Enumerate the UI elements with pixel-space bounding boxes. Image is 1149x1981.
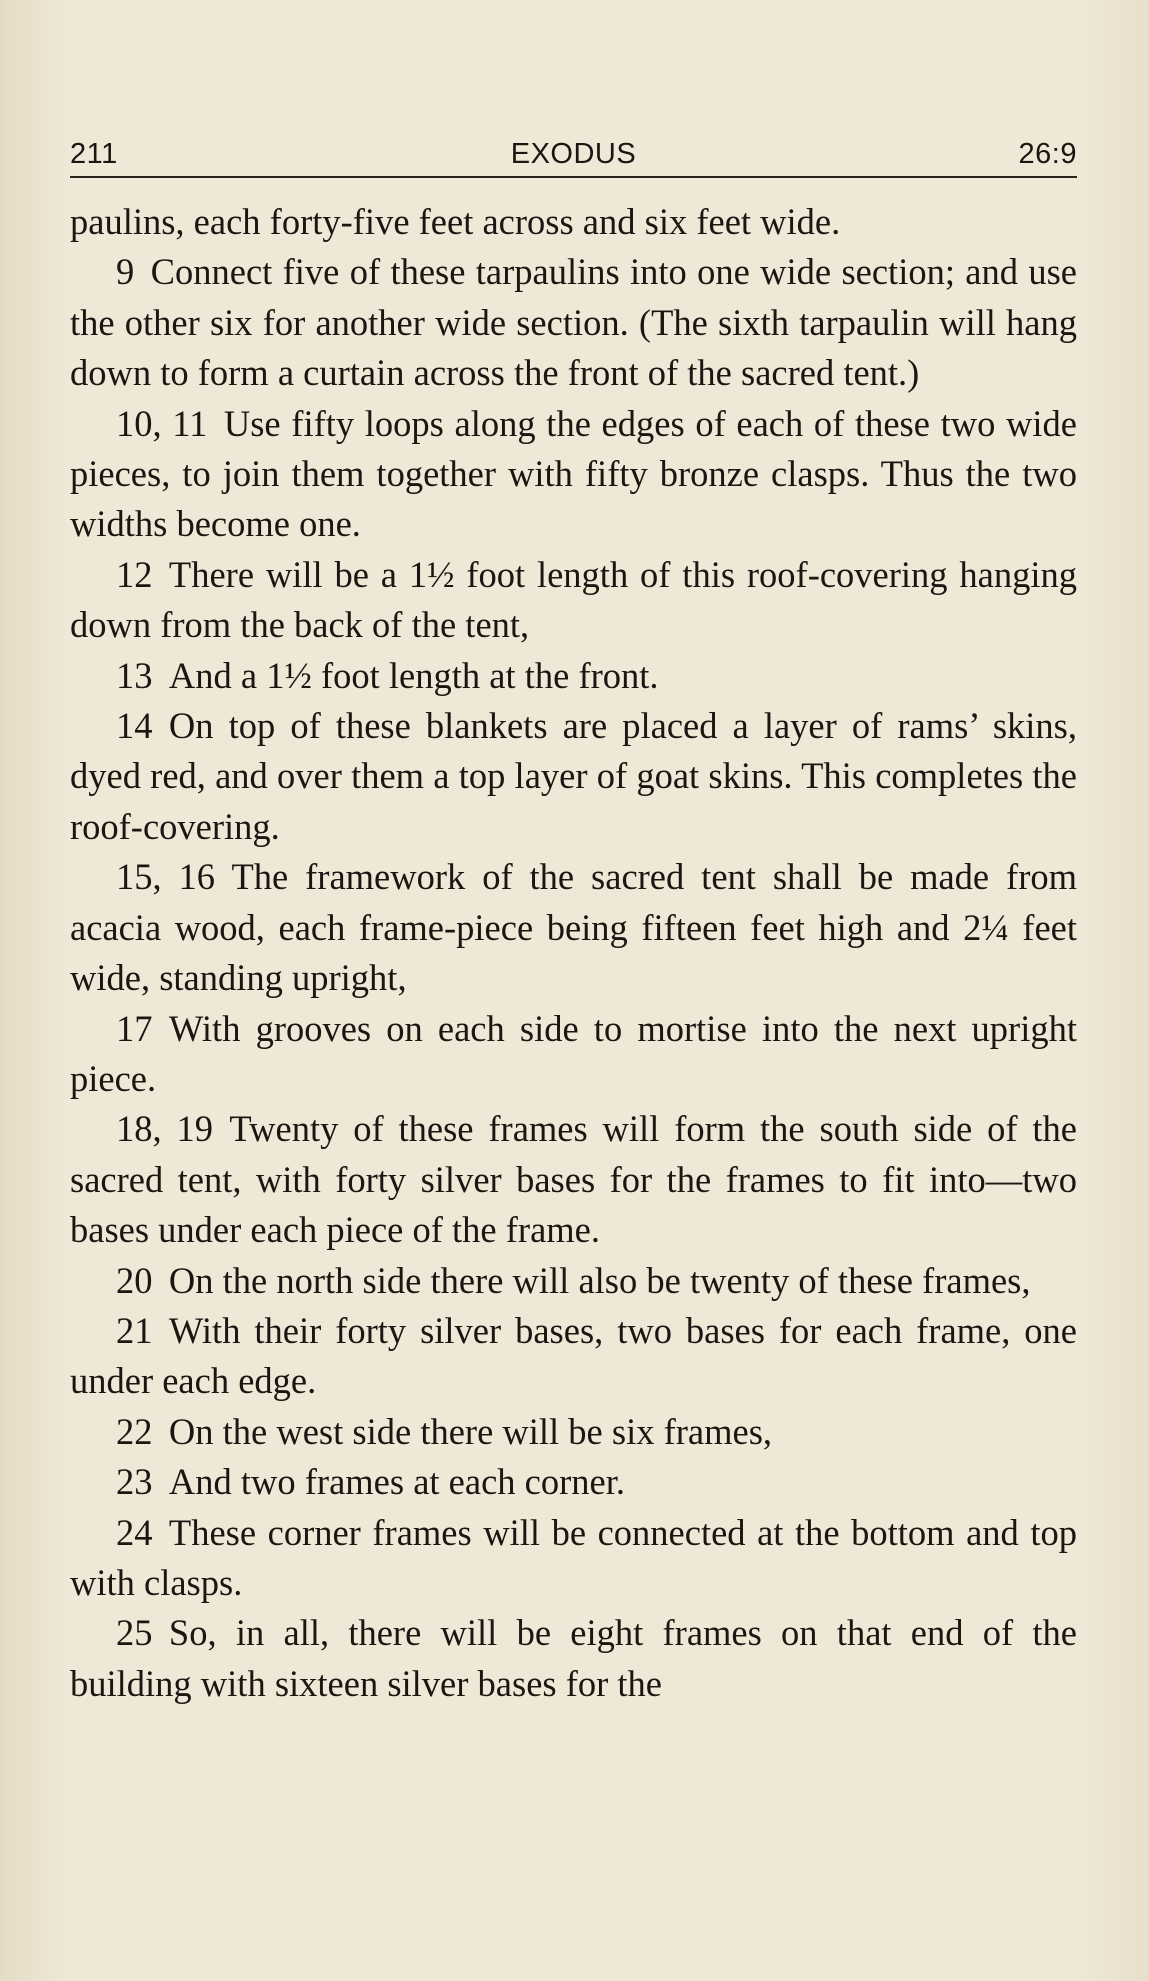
paragraph-text: paulins, each forty-five feet across and six feet wide. [70, 201, 841, 242]
verse-number: 15, 16 [116, 856, 216, 898]
paragraph-text: On the west side there will be six frames, [168, 1410, 773, 1452]
verse-paragraph [70, 550, 1077, 651]
paragraph-text: On the north side there will also be twenty of these frames, [168, 1259, 1031, 1301]
verse-paragraph [70, 1306, 1077, 1407]
verse-paragraph [70, 651, 1077, 701]
paragraph-text: And two frames at each corner. [168, 1461, 625, 1503]
verse-number: 9 [116, 251, 135, 293]
verse-number: 22 [116, 1410, 153, 1452]
verse-number: 23 [116, 1461, 153, 1503]
verse-paragraph [70, 1407, 1077, 1457]
verse-number: 18, 19 [116, 1108, 213, 1150]
header-rule [70, 176, 1077, 178]
verse-paragraph [70, 1004, 1077, 1105]
verse-paragraph [70, 701, 1077, 852]
verse-paragraph [70, 399, 1077, 550]
verse-paragraph [70, 247, 1077, 398]
paragraph-text: Connect five of these tarpaulins into one wide section; and use the other six for another wide section. (The sixth tarpaulin will hang down to form a curtain across the front of the sacred tent.) [70, 251, 1077, 394]
book-title: EXODUS [510, 138, 637, 170]
verse-paragraph [70, 1104, 1077, 1255]
paragraph-text: With grooves on each side to mortise into the next upright piece. [70, 1007, 1077, 1099]
verse-number: 17 [116, 1007, 153, 1049]
paragraph-text: Twenty of these frames will form the south side of the sacred tent, with forty silver bases for the frames to fit into—two bases under each piece of the frame. [70, 1108, 1077, 1251]
verse-paragraph [70, 1508, 1077, 1609]
page-number: 211 [70, 138, 118, 170]
verse-number: 24 [116, 1511, 153, 1553]
verse-paragraph [70, 1256, 1077, 1306]
verse-number: 14 [116, 705, 153, 747]
paragraph-text: The framework of the sacred tent shall be made from acacia wood, each frame-piece being fifteen feet high and 2¼ feet wide, standing upright, [70, 856, 1078, 999]
paragraph-text: These corner frames will be connected at the bottom and top with clasps. [70, 1511, 1077, 1603]
verse-number: 12 [116, 553, 153, 595]
chapter-verse-reference: 26:9 [1018, 138, 1077, 170]
paragraph-continuation [70, 197, 1077, 247]
verse-number: 10, 11 [116, 402, 208, 444]
verse-number: 13 [116, 654, 153, 696]
verse-number: 21 [116, 1309, 153, 1351]
body-text [70, 197, 1077, 1709]
paragraph-text: And a 1½ foot length at the front. [168, 654, 659, 696]
verse-paragraph [70, 1608, 1077, 1709]
verse-paragraph [70, 852, 1077, 1003]
verse-number: 20 [116, 1259, 153, 1301]
paragraph-text: There will be a 1½ foot length of this roof-covering hanging down from the back of the tent, [70, 553, 1077, 646]
paragraph-text: With their forty silver bases, two bases for each frame, one under each edge. [70, 1309, 1077, 1402]
paragraph-text: Use fifty loops along the edges of each of these two wide pieces, to join them together with fifty bronze clasps. Thus the two widths become one. [70, 402, 1077, 545]
paragraph-text: So, in all, there will be eight frames on that end of the building with sixteen silver bases for the [70, 1612, 1077, 1704]
running-header [70, 138, 1077, 178]
verse-number: 25 [116, 1612, 153, 1654]
verse-paragraph [70, 1457, 1077, 1507]
paragraph-text: On top of these blankets are placed a layer of rams’ skins, dyed red, and over them a top layer of goat skins. This completes the roof-covering. [70, 705, 1077, 847]
